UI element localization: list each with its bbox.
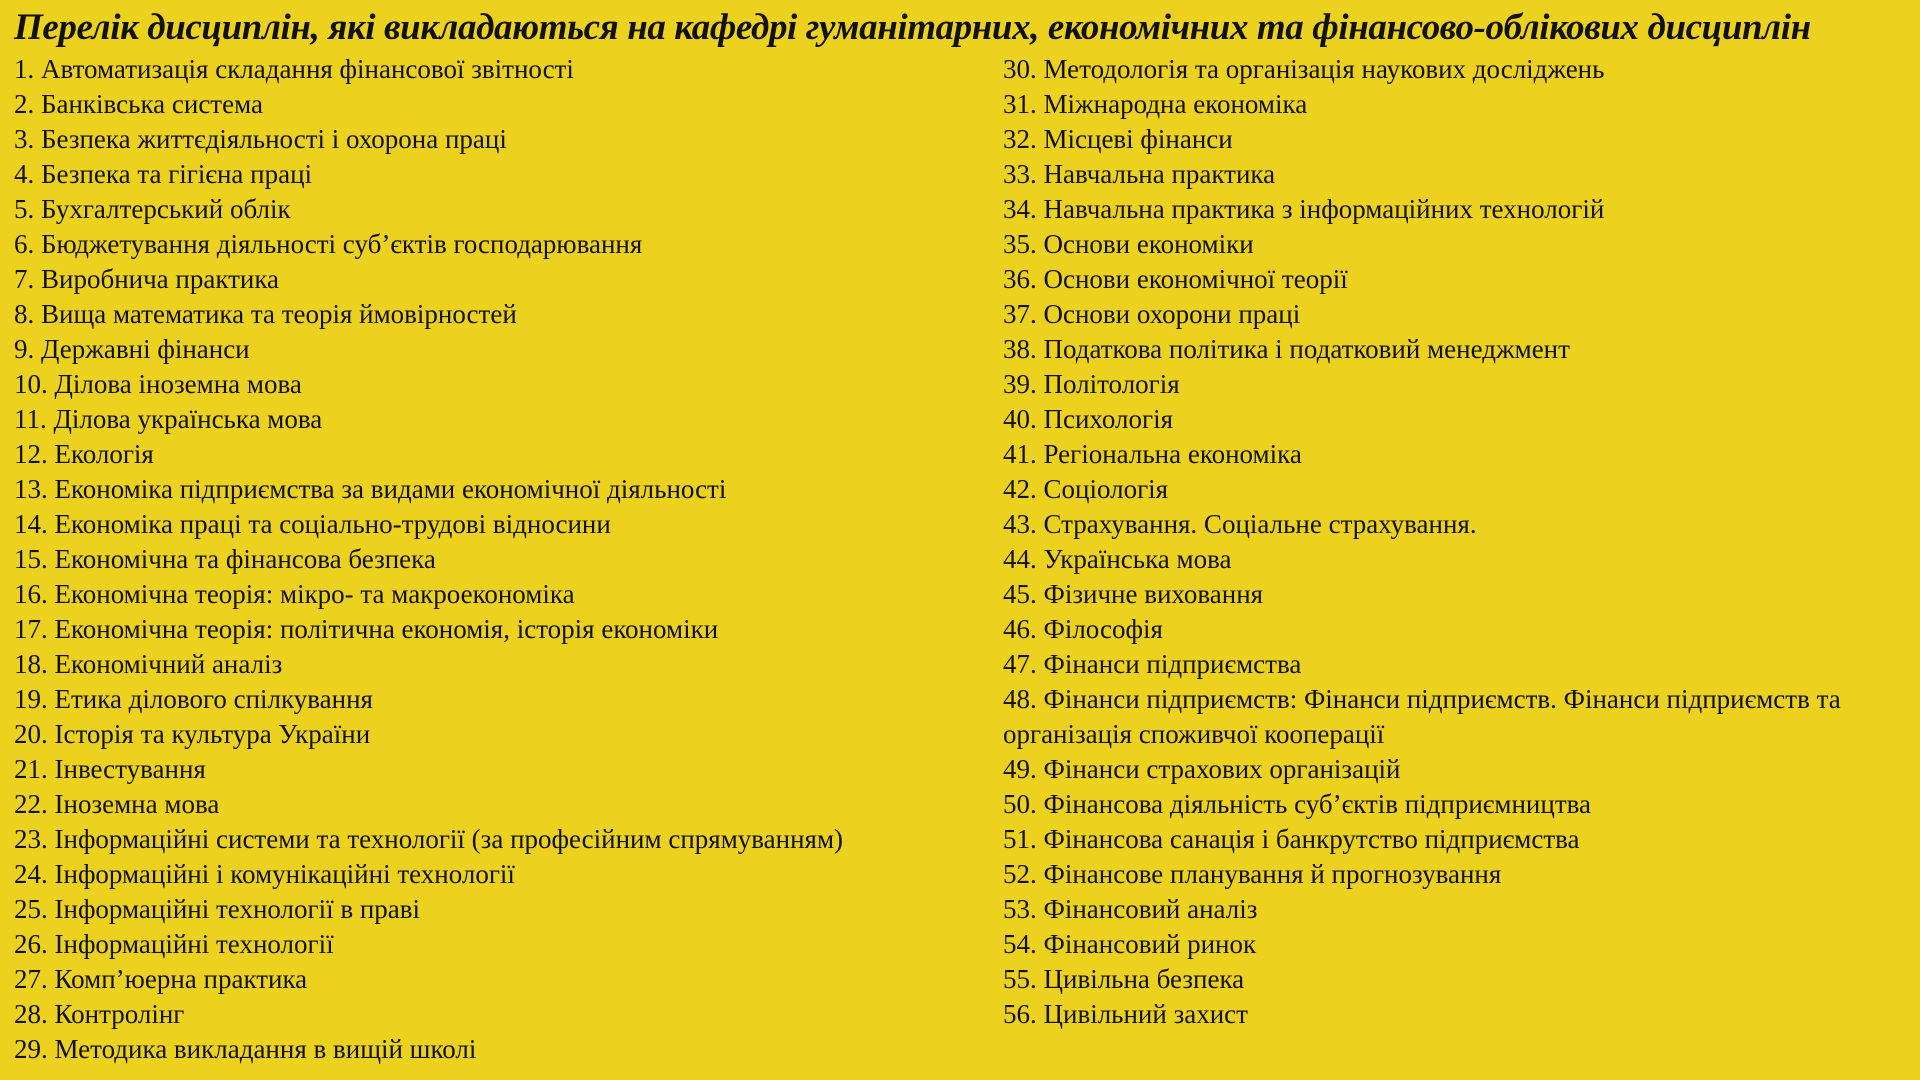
discipline-item: 11. Ділова українська мова [14, 404, 323, 434]
discipline-item: 1. Автоматизація складання фінансової звітності [14, 54, 574, 84]
discipline-item: 46. Філософія [1003, 614, 1163, 644]
discipline-item: 15. Економічна та фінансова безпека [14, 544, 436, 574]
discipline-item: 18. Економічний аналіз [14, 649, 283, 679]
discipline-item: 26. Інформаційні технології [14, 929, 334, 959]
discipline-item: 31. Міжнародна економіка [1003, 89, 1308, 119]
discipline-item: 44. Українська мова [1003, 544, 1232, 574]
discipline-item: 6. Бюджетування діяльності суб’єктів господарювання [14, 229, 643, 259]
discipline-item: 38. Податкова політика і податковий менеджмент [1003, 334, 1570, 364]
discipline-item: 56. Цивільний захист [1003, 999, 1248, 1029]
discipline-item: 16. Економічна теорія: мікро- та макроекономіка [14, 579, 575, 609]
discipline-item: 34. Навчальна практика з інформаційних технологій [1003, 194, 1605, 224]
discipline-item: 27. Комп’юерна практика [14, 964, 308, 994]
discipline-item: 12. Екологія [14, 439, 154, 469]
discipline-item: 47. Фінанси підприємства [1003, 649, 1302, 679]
discipline-item: 49. Фінанси страхових організацій [1003, 754, 1401, 784]
page-title: Перелік дисциплін, які викладаються на кафедрі гуманітарних, економічних та фінансово-облікових дисциплін [14, 7, 1811, 48]
discipline-item: 25. Інформаційні технології в праві [14, 894, 421, 924]
discipline-item: 55. Цивільна безпека [1003, 964, 1245, 994]
discipline-item: 24. Інформаційні і комунікаційні технології [14, 859, 515, 889]
discipline-item: 20. Історія та культура України [14, 719, 371, 749]
discipline-item: 52. Фінансове планування й прогнозування [1003, 859, 1502, 889]
discipline-item: 5. Бухгалтерський облік [14, 194, 291, 224]
discipline-columns [14, 50, 1910, 1080]
discipline-item: 33. Навчальна практика [1003, 159, 1276, 189]
discipline-item: 7. Виробнича практика [14, 264, 280, 294]
discipline-item: 45. Фізичне виховання [1003, 579, 1264, 609]
discipline-item: 17. Економічна теорія: політична економія, історія економіки [14, 614, 719, 644]
discipline-item: 21. Інвестування [14, 754, 206, 784]
discipline-list-left [14, 52, 994, 1067]
discipline-item: 35. Основи економіки [1003, 229, 1254, 259]
discipline-item: 22. Іноземна мова [14, 789, 220, 819]
discipline-item: 23. Інформаційні системи та технології (за професійним спрямуванням) [14, 824, 844, 854]
discipline-item: 40. Психологія [1003, 404, 1174, 434]
discipline-item: 36. Основи економічної теорії [1003, 264, 1348, 294]
discipline-item: 37. Основи охорони праці [1003, 299, 1301, 329]
discipline-item: 8. Вища математика та теорія ймовірностей [14, 299, 517, 329]
discipline-item: 14. Економіка праці та соціально-трудові відносини [14, 509, 611, 539]
discipline-item: 13. Економіка підприємства за видами економічної діяльності [14, 474, 727, 504]
discipline-item: 3. Безпека життєдіяльності і охорона праці [14, 124, 507, 154]
discipline-item: 54. Фінансовий ринок [1003, 929, 1257, 959]
discipline-item: 4. Безпека та гігієна праці [14, 159, 313, 189]
discipline-item: 50. Фінансова діяльність суб’єктів підприємництва [1003, 789, 1592, 819]
discipline-item: 10. Ділова іноземна мова [14, 369, 302, 399]
discipline-item: 2. Банківська система [14, 89, 263, 119]
discipline-item: 53. Фінансовий аналіз [1003, 894, 1258, 924]
discipline-item: 9. Державні фінанси [14, 334, 250, 364]
discipline-list-right [1003, 52, 1913, 1032]
discipline-item: 43. Страхування. Соціальне страхування. [1003, 509, 1477, 539]
discipline-item: 19. Етика ділового спілкування [14, 684, 373, 714]
discipline-item: 29. Методика викладання в вищій школі [14, 1034, 477, 1064]
discipline-item: 28. Контролінг [14, 999, 185, 1029]
discipline-item: 32. Місцеві фінанси [1003, 124, 1233, 154]
discipline-item: 30. Методологія та організація наукових досліджень [1003, 54, 1605, 84]
discipline-item: 51. Фінансова санація і банкрутство підприємства [1003, 824, 1580, 854]
discipline-item: 41. Регіональна економіка [1003, 439, 1302, 469]
discipline-item: 39. Політологія [1003, 369, 1180, 399]
discipline-item: 48. Фінанси підприємств: Фінанси підприємств. Фінанси підприємств та організація споживчої кооперації [1003, 684, 1841, 749]
discipline-item: 42. Соціологія [1003, 474, 1169, 504]
